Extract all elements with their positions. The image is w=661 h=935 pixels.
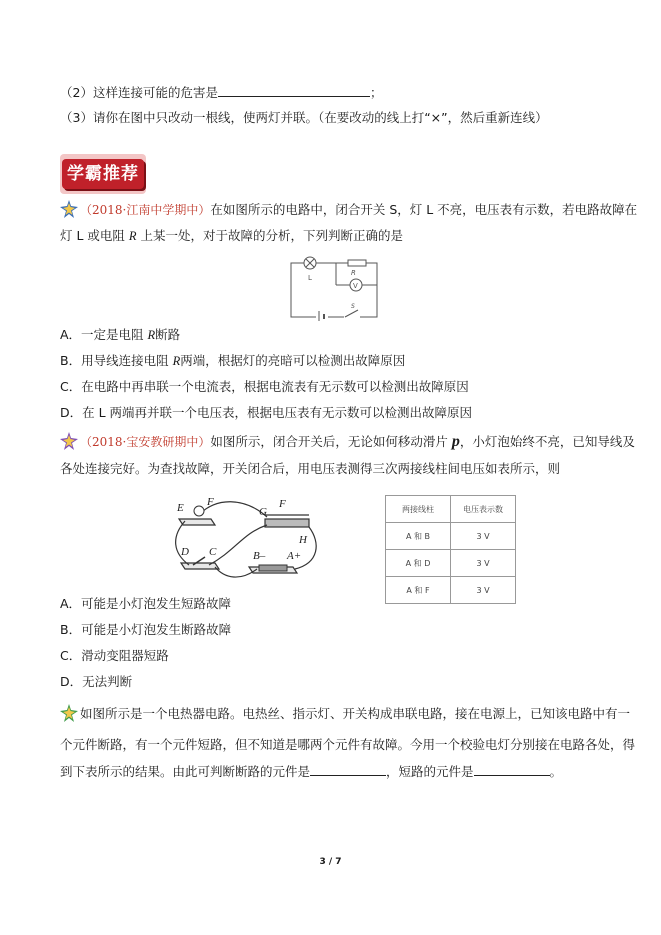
circuit-label-switch: S bbox=[351, 303, 355, 310]
label-b: B– bbox=[253, 550, 266, 562]
q1-option-a-var: R bbox=[147, 328, 156, 342]
q1-option-a[interactable] bbox=[60, 327, 180, 343]
table-header-cell: 电压表示数 bbox=[451, 496, 516, 523]
q1-option-b-end: 两端，根据灯的亮暗可以检测出故障原因 bbox=[180, 353, 406, 368]
answer-blank-open-circuit[interactable] bbox=[310, 763, 386, 776]
circuit-label-voltmeter: V bbox=[353, 282, 358, 290]
section-banner: 学霸推荐 bbox=[62, 159, 144, 189]
table-row bbox=[386, 577, 516, 604]
table-cell: 3 V bbox=[451, 577, 516, 604]
q1-stem-line1 bbox=[80, 202, 637, 218]
q2-apparatus-diagram bbox=[175, 493, 325, 583]
circuit-label-lamp: L bbox=[308, 274, 312, 282]
q2-stem-b: ，小灯泡始终不亮，已知导线及 bbox=[459, 434, 635, 449]
table-cell: 3 V bbox=[451, 550, 516, 577]
item2-text: （2）这样连接可能的危害是 bbox=[60, 85, 218, 100]
table-cell: A 和 B bbox=[386, 523, 451, 550]
label-f1: F bbox=[207, 496, 214, 508]
label-e: E bbox=[177, 502, 184, 514]
q2-option-a[interactable]: A．可能是小灯泡发生短路故障 bbox=[60, 596, 232, 611]
circuit-label-resistor: R bbox=[351, 269, 356, 277]
table-row bbox=[386, 550, 516, 577]
q2-option-d[interactable]: D．无法判断 bbox=[60, 674, 133, 689]
table-header-row bbox=[386, 496, 516, 523]
table-header-cell: 两接线柱 bbox=[386, 496, 451, 523]
label-g: G bbox=[259, 506, 267, 518]
answer-blank[interactable] bbox=[218, 84, 370, 97]
table-row bbox=[386, 523, 516, 550]
q3-stem-c3: 。 bbox=[549, 764, 563, 779]
item2-end: ； bbox=[369, 85, 383, 100]
q1-option-b-var: R bbox=[172, 354, 181, 368]
q1-option-a-text: A．一定是电阻 bbox=[60, 327, 148, 342]
label-f2: F bbox=[279, 498, 286, 510]
table-cell: 3 V bbox=[451, 523, 516, 550]
q1-circuit-diagram bbox=[288, 255, 380, 323]
answer-blank-short-circuit[interactable] bbox=[474, 763, 550, 776]
q2-option-c[interactable]: C．滑动变阻器短路 bbox=[60, 648, 169, 663]
q1-stem-a: 在如图所示的电路中，闭合开关 S，灯 L 不亮，电压表有示数，若电路故障在 bbox=[210, 202, 638, 217]
q1-stem-c: 上某一处，对于故障的分析，下列判断正确的是 bbox=[136, 228, 404, 243]
q3-stem-c1: 到下表所示的结果。由此可判断断路的元件是 bbox=[60, 764, 311, 779]
q1-option-b[interactable] bbox=[60, 353, 405, 369]
q2-voltage-table bbox=[385, 495, 516, 604]
q2-stem-a: 如图所示，闭合开关后，无论如何移动滑片 bbox=[210, 434, 452, 449]
q1-stem-b: 灯 L 或电阻 bbox=[60, 228, 129, 243]
q2-option-b[interactable]: B．可能是小灯泡发生断路故障 bbox=[60, 622, 232, 637]
q3-stem-line2: 个元件断路，有一个元件短路，但不知道是哪两个元件有故障。今用一个校验电灯分别接在电路各处，得 bbox=[60, 737, 636, 752]
q1-option-d[interactable]: D．在 L 两端再并联一个电压表，根据电压表有无示数可以检测出故障原因 bbox=[60, 405, 473, 420]
q3-stem-line1: 如图所示是一个电热器电路。电热丝、指示灯、开关构成串联电路，接在电源上，已知该电路中有一 bbox=[80, 706, 631, 721]
question-number-3-icon bbox=[60, 704, 78, 722]
q3-stem-line3 bbox=[60, 763, 562, 780]
q1-option-a-end: 断路 bbox=[155, 327, 181, 342]
table-cell: A 和 F bbox=[386, 577, 451, 604]
question-number-2-icon bbox=[60, 432, 78, 450]
label-a: A+ bbox=[287, 550, 302, 562]
question-number-1-icon bbox=[60, 200, 78, 218]
label-h: H bbox=[299, 534, 307, 546]
label-d: D bbox=[181, 546, 189, 558]
q3-stem-c2: ，短路的元件是 bbox=[386, 764, 474, 779]
q1-var-r: R bbox=[128, 229, 137, 243]
q2-stem-line1 bbox=[80, 434, 635, 450]
q1-stem-line2 bbox=[60, 228, 403, 244]
label-c: C bbox=[209, 546, 217, 558]
q1-source: （2018·江南中学期中） bbox=[80, 203, 211, 217]
q2-stem-line2: 各处连接完好。为查找故障，开关闭合后，用电压表测得三次两接线柱间电压如表所示，则 bbox=[60, 461, 561, 476]
question-item-2 bbox=[60, 84, 382, 101]
table-cell: A 和 D bbox=[386, 550, 451, 577]
q1-option-c[interactable]: C．在电路中再串联一个电流表，根据电流表有无示数可以检测出故障原因 bbox=[60, 379, 469, 394]
q2-var-p: p bbox=[451, 433, 460, 450]
q2-source: （2018·宝安教研期中） bbox=[80, 435, 211, 449]
page-number: 3 / 7 bbox=[319, 857, 342, 867]
question-item-3: （3）请你在图中只改动一根线，使两灯并联。（在要改动的线上打“×”，然后重新连线） bbox=[60, 110, 548, 125]
q1-option-b-text: B．用导线连接电阻 bbox=[60, 353, 173, 368]
